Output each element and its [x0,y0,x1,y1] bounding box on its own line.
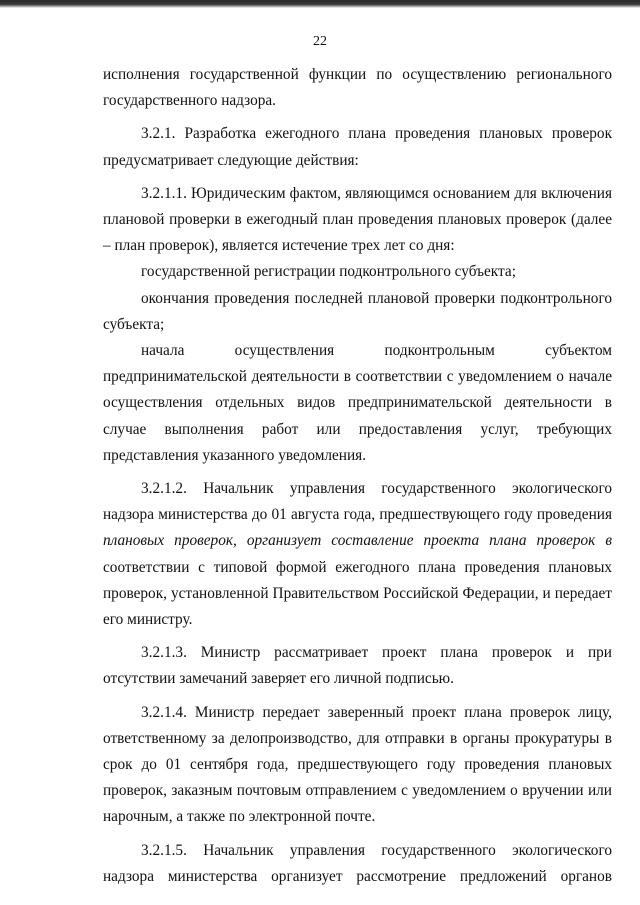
paragraph-3-2-1-1: 3.2.1.1. Юридическим фактом, являющимся основанием для включения плановой проверки в ежегодный план проведения плановых проверок (далее – план проверок), является истечение трех лет со дня: [103,184,612,255]
paragraph-3-2-1: 3.2.1. Разработка ежегодного плана проведения плановых проверок предусматривает следующие действия: [103,125,612,169]
scan-top-border [0,0,640,8]
paragraph-3-2-1-5: 3.2.1.5. Начальник управления государственного экологического надзора министерства организует рассмотрение предложений органов [103,841,612,885]
paragraph-3-2-1-2 [103,476,612,633]
list-item-activity-start: начала осуществления подконтрольным субъектом предпринимательской деятельности в соответствии с уведомлением о начале осуществления отдельных видов предпринимательской деятельности в случае выполнения работ или предоставления услуг, требующих представления указанного уведомления. [103,342,612,464]
page-number: 22 [313,34,327,49]
document-body [103,62,612,890]
list-item-registration: государственной регистрации подконтрольного субъекта; [141,263,516,281]
paragraph-3-2-1-3: 3.2.1.3. Министр рассматривает проект плана проверок и при отсутствии замечаний заверяет его личной подписью. [103,644,612,688]
paragraph-3-2-1-2-end: соответствии с типовой формой ежегодного плана проведения плановых проверок, установленной Правительством Российской Федерации, и передает его министру. [103,558,612,629]
paragraph-3-2-1-4: 3.2.1.4. Министр передает заверенный проект плана проверок лицу, ответственному за делопроизводство, для отправки в органы прокуратуры в срок до 01 сентября года, предшествующего году проведения плановых проверок, заказным почтовым отправлением с уведомлением о вручении или нарочным, а также по электронной почте. [103,703,612,826]
list-item-last-inspection: окончания проведения последней плановой проверки подконтрольного субъекта; [103,289,612,333]
paragraph-3-2-1-2-start: 3.2.1.2. Начальник управления государственного экологического надзора министерства до 01 августа года, предшествующего году проведения [103,480,612,524]
paragraph-3-2-1-2-italic: плановых проверок, организует составление проекта плана проверок в [103,532,612,550]
paragraph-continuation: исполнения государственной функции по осуществлению регионального государственного надзора. [103,66,612,110]
